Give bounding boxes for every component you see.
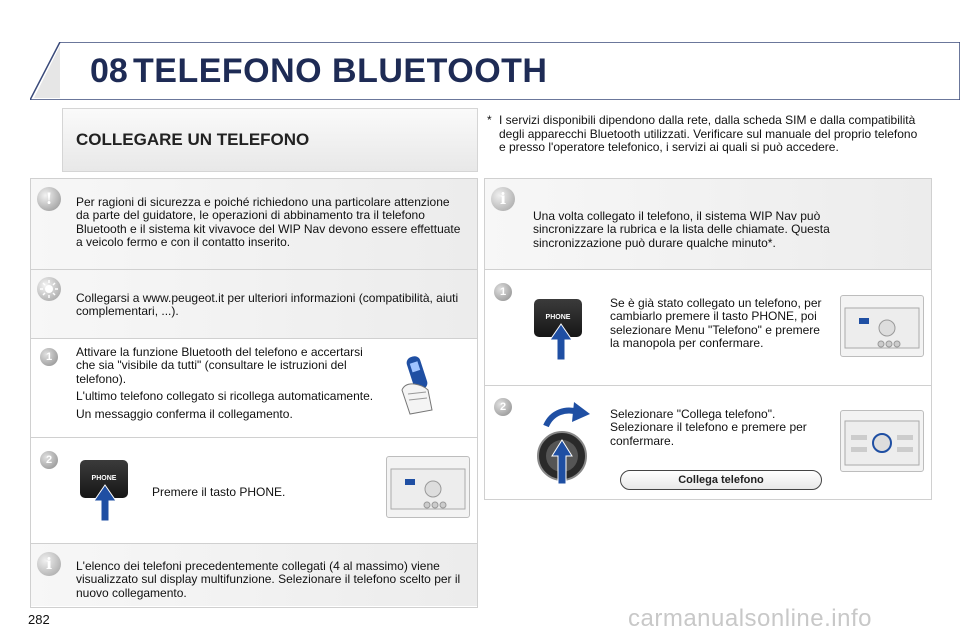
right-step2-badge: 2 xyxy=(494,398,512,416)
warning-text: Per ragioni di sicurezza e poiché richiedono una particolare attenzione da parte del guidatore, le operazioni di abbinamento tra il telefono Bluetooth e il sistema kit vivavoce del WIP Nav devono essere effettuate a veicolo fermo e con il contatto inserito. xyxy=(76,195,461,250)
footnote-star: * xyxy=(487,113,492,127)
press-arrow-icon xyxy=(92,483,118,523)
step1-para1: Attivare la funzione Bluetooth del telefono e accertarsi che sia "visibile da tutti" (consultare le istruzioni del telefono). xyxy=(76,345,363,386)
phone-key: PHONE xyxy=(534,299,582,337)
radio-panel-illustration xyxy=(840,410,924,472)
right-step1-badge: 1 xyxy=(494,283,512,301)
step1-para3: Un messaggio conferma il collegamento. xyxy=(76,406,293,421)
footnote xyxy=(487,114,927,155)
step1-para2: L'ultimo telefono collegato si ricollega automaticamente. xyxy=(76,389,374,404)
step1-badge: 1 xyxy=(40,348,58,366)
page-title: TELEFONO BLUETOOTH xyxy=(133,52,548,90)
press-arrow-icon xyxy=(548,322,574,362)
phone-key: PHONE xyxy=(80,460,128,498)
watermark: carmanualsonline.info xyxy=(628,605,872,632)
page-number: 282 xyxy=(28,612,50,627)
radio-panel-illustration xyxy=(840,295,924,357)
info-icon: i xyxy=(37,552,61,576)
step1-text xyxy=(76,346,376,421)
right-step2-text: Selezionare "Collega telefono". Selezionare il telefono e premere per confermare. xyxy=(610,407,807,448)
step2-badge: 2 xyxy=(40,451,58,469)
info-icon: i xyxy=(491,187,515,211)
sun-icon xyxy=(37,277,61,301)
chapter-number: 08 xyxy=(90,52,128,90)
footnote-text: I servizi disponibili dipendono dalla rete, dalla scheda SIM e dalla compatibilità degli apparecchi Bluetooth utilizzati. Verificare sul manuale del proprio telefono e presso l'operatore telefonico, i servizi ai quali si può accedere. xyxy=(499,113,918,154)
step2-text: Premere il tasto PHONE. xyxy=(152,485,286,499)
collega-telefono-button[interactable]: Collega telefono xyxy=(620,470,822,490)
section-title: COLLEGARE UN TELEFONO xyxy=(76,130,310,149)
hand-phone-illustration xyxy=(392,350,456,418)
radio-panel-illustration xyxy=(386,456,470,518)
tip-text: Collegarsi a www.peugeot.it per ulteriori informazioni (compatibilità, aiuti complementari, ...). xyxy=(76,291,459,319)
left-info-text: L'elenco dei telefoni precedentemente collegati (4 al massimo) viene visualizzato sul display multifunzione. Selezionare il telefono scelto per il nuovo collegamento. xyxy=(76,559,461,600)
warning-icon: ! xyxy=(37,187,61,211)
rotate-knob-icon xyxy=(528,400,598,488)
right-step1-text: Se è già stato collegato un telefono, per cambiarlo premere il tasto PHONE, poi selezionare Menu "Telefono" e premere la manopola per confermare. xyxy=(610,296,822,351)
right-info-text: Una volta collegato il telefono, il sistema WIP Nav può sincronizzare la rubrica e la lista delle chiamate. Questa sincronizzazione può durare qualche minuto*. xyxy=(533,209,830,250)
